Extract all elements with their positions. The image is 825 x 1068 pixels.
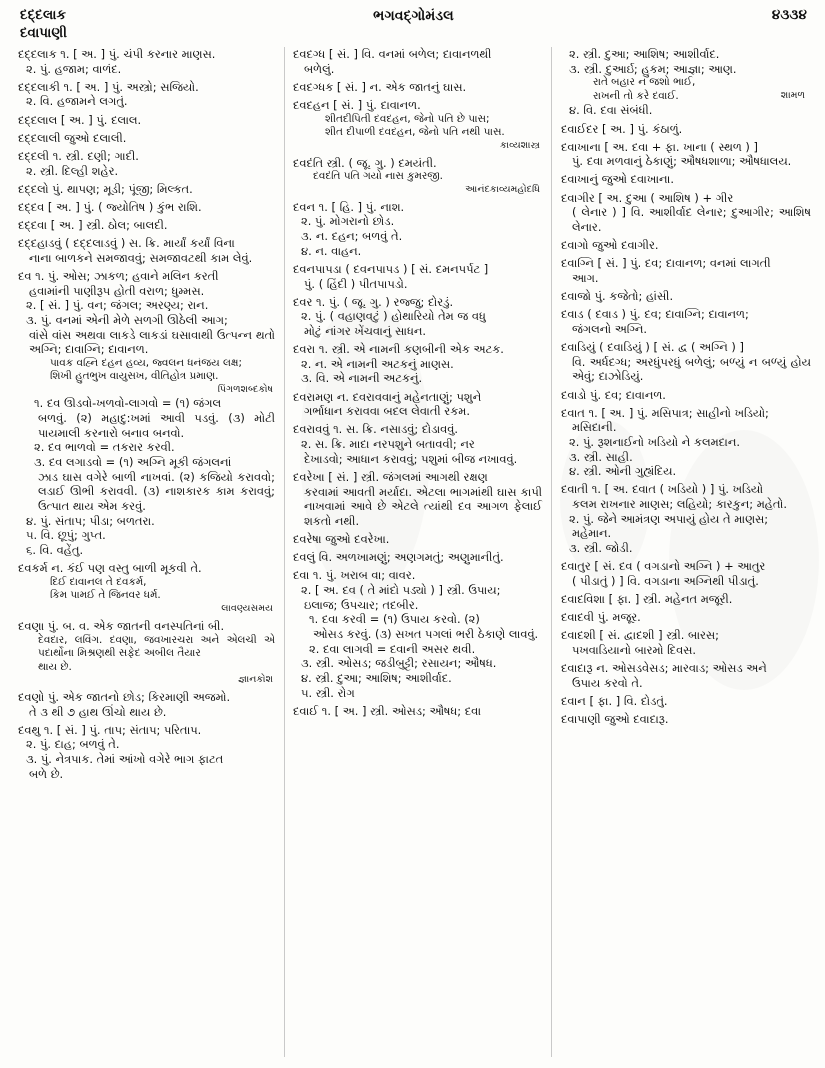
dictionary-entry xyxy=(561,340,811,384)
entry-line: દવાપાણી જુઓ દવાદારૂ. xyxy=(561,712,669,727)
entry-line: ૧. દવ ઊડવો-ખળવો-લાગવો = (૧) જંગલ xyxy=(34,396,222,411)
entry-line: ૪. પું. સંતાપ; પીડા; બળતરા. xyxy=(26,513,155,528)
dictionary-entry xyxy=(293,470,542,529)
entry-line: ૨. પું. મોગરાનો છોડ. xyxy=(301,214,395,229)
entry-line: ૫. વિ. છૂપું; ગુપ્ત. xyxy=(26,528,106,543)
dictionary-entry xyxy=(561,172,811,187)
dictionary-entry xyxy=(561,406,811,479)
entry-line: દવરામણ ન. દવરાવવાનું મહેનતાણું; પશુને xyxy=(293,389,482,404)
entry-line: દવાજો પું. કજેતો; હાંસી. xyxy=(561,289,674,304)
running-head xyxy=(20,8,807,25)
entry-line: દેવદાર, લવિંગ. દવણા, જવખારચરા અને એલચી એ પદાર્થોના મિશ્રણથી સફેદ અબીલ તૈયાર xyxy=(38,633,275,660)
dictionary-entry xyxy=(293,532,542,547)
entry-line: ૨. પું. રૂશનાઈનો ખડિયો ને કલમદાન. xyxy=(569,434,740,449)
entry-line: દવરા ૧. સ્ત્રી. એ નામની કણબીની એક અટક. xyxy=(293,342,504,357)
entry-line: દવાદારૂ ન. ઓસડવેસડ; મારવાડ; ઓસડ અને xyxy=(561,661,767,676)
entry-line: દવણા પું. બ. વ. એક જાતની વનસ્પતિનાં બી. xyxy=(18,618,225,633)
dictionary-entry xyxy=(561,610,811,625)
entry-line: દવણો પું. એક જાતનો છોડ; કિરમાણી અજમો. xyxy=(18,690,231,705)
entry-line: પાવક વહ્નિ દહન હવ્ય, જ્વલન ધનંજય લક્ષ; xyxy=(50,356,242,369)
entry-line: દદ્દલાકી ૧. [ અ. ] પું. અસ્ત્રો; સજિયો. xyxy=(18,79,199,94)
entry-line: મોટું નાંગર ખેંચવાનું સાધન. xyxy=(304,324,426,339)
dictionary-entry xyxy=(293,156,542,197)
dictionary-entry xyxy=(561,388,811,403)
entry-line: મસિદાની. xyxy=(572,420,617,435)
page-catchword: દવાપાણી xyxy=(20,25,67,41)
dictionary-entry xyxy=(293,80,542,95)
entry-line: ૩. દવ લગાડવો = (૧) અગ્નિ મૂકી જંગલનાં xyxy=(34,455,232,470)
entry-line: ૨. સ્ત્રી. દિલ્હી શહેર. xyxy=(26,163,119,178)
dictionary-entry xyxy=(561,307,811,336)
entry-line: ૪. વિ. દવા સંબંધી. xyxy=(569,103,653,118)
dictionary-entry xyxy=(18,80,275,109)
entry-line: હવામાંની પાણીરૂપ હોતી વરાળ; ધુમ્મસ. xyxy=(29,283,205,298)
dictionary-entry xyxy=(18,131,275,146)
entry-line: ૨. પું. દાહ; બળવું તે. xyxy=(26,737,120,752)
dictionary-entry xyxy=(561,628,811,657)
dictionary-entry xyxy=(561,559,811,588)
entry-line: દવાખાના [ અ. દવા + ફા. ખાના ( સ્થળ ) ] xyxy=(561,139,758,154)
entry-line: ૬. વિ. વહેંતુ. xyxy=(26,543,84,558)
entry-line: દવાડ ( દવાડ ) પું. દવ; દાવાગ્નિ; દાવાનળ; xyxy=(561,307,749,322)
entry-line: રાખની તો કરે દવાઈ. શામળ xyxy=(561,90,811,104)
dictionary-entry xyxy=(18,619,275,687)
entry-line: ૪. સ્ત્રી. ઓની ગુહ્યંદિય. xyxy=(569,464,677,479)
entry-line: દવદંતિ પતિ ગયો નાસ કુમરજી. xyxy=(313,170,443,183)
entry-line: મહેમાન. xyxy=(572,526,612,541)
entry-line: કિમ પામઈ તે જિનવર ધર્મ. xyxy=(50,589,161,602)
entry-line: ઇલાજ; ઉપચાર; તદબીર. xyxy=(304,597,419,612)
entry-line: શિખી હુતભુખ વાયુસખ, વીતિહોત્ર પ્રમાણ. xyxy=(50,370,219,383)
entry-line: દવાદવિશા [ ફા. ] સ્ત્રી. મહેનત મજૂરી. xyxy=(561,592,733,607)
entry-line: દદ્દલાક ૧. [ અ. ] પું. ચંપી કરનાર માણસ. xyxy=(18,47,216,61)
entry-line: દવદંતિ સ્ત્રી. ( જૂ. ગુ. ) દમયંતી. xyxy=(293,155,437,170)
entry-line: દવાદવી પું. મજૂર. xyxy=(561,610,641,625)
entry-line: દવનપાપડા ( દવનપાપડ ) [ સં. દમનપર્પટ ] xyxy=(293,261,489,276)
dictionary-entry xyxy=(293,342,542,386)
entry-line: દવકર્મ ન. કંઈ પણ વસ્તુ બાળી મૂકવી તે. xyxy=(18,561,202,576)
dictionary-entry xyxy=(561,482,811,555)
entry-line: ૨. દવ ભાળવો = તકરાર કરવી. xyxy=(34,440,175,455)
entry-line: દવાત ૧. [ અ. ] પું. મસિપાત્ર; સાહીનો ખડિયો; xyxy=(561,405,769,420)
entry-line: કાવ્યશાસ્ત્ર xyxy=(500,139,540,151)
entry-line: ૨. [ અ. દવ ( તે માંદો પડ્યો ) ] સ્ત્રી. ઉપાય; xyxy=(301,583,501,598)
entry-line: ૨. દવા લાગવી = દવાની અસર થવી. xyxy=(309,641,476,656)
entry-line: થાય છે. xyxy=(38,660,72,673)
running-head-book-title: ભગવદ્ગોમંડલ xyxy=(373,8,454,24)
entry-line: દવાખાનું જુઓ દવાખાના. xyxy=(561,172,674,187)
dictionary-entry xyxy=(18,690,275,719)
entry-line: દવરેષા જુઓ દવરેખા. xyxy=(293,532,390,547)
entry-line: ૩. પું. વનમાં એની મેળે સળગી ઊઠેલી આગ; xyxy=(26,313,228,327)
entry-line: દવાગ્નિ [ સં. ] પું. દવ; દાવાનળ; વનમાં લાગતી xyxy=(561,256,771,271)
entry-line: દવર ૧. પું. ( જૂ. ગુ. ) રજ્જુ; દોરડું. xyxy=(293,294,454,309)
dictionary-entry xyxy=(561,289,811,304)
entry-line: ૨. ન. એ નામની અટકનું માણસ. xyxy=(301,356,454,371)
dictionary-entry xyxy=(561,694,811,709)
entry-line: શીતદીપિતી દવદહન, જેનો પતિ છે પાસ; xyxy=(325,112,490,125)
entry-line: ૩. સ્ત્રી. ઓસડ; જડીબુટ્ટી; રસાયન; ઔષધ. xyxy=(301,656,497,671)
entry-line: ૪. ન. વાહન. xyxy=(301,243,362,258)
entry-line: બળવું. (૨) મહાદુ:ખમાં આવી પડવું. (૩) મોટી પાયમાલી કરનારો બનાવ બનવો. xyxy=(38,411,275,440)
entry-line: દિઈ દાવાનલ તે દવકર્મ, xyxy=(50,575,147,588)
entry-line: દવદગ્ધક [ સં. ] ન. એક જાતનું ઘાસ. xyxy=(293,79,467,94)
entry-line: પિંગળશબ્દકોષ xyxy=(217,384,273,395)
entry-line: ૫. સ્ત્રી. રોગ xyxy=(301,685,355,700)
entry-line: ઝાડ ઘાસ વગેરે બાળી નાખવાં. (૨) કજિયો કરાવવો; લડાઈ ઊભી કરાવવી. (૩) નાશકારક કામ કરાવવું; ઉત્પાત થાય એમ કરવું. xyxy=(38,469,275,514)
dictionary-column-3 xyxy=(552,47,811,1057)
dictionary-entry xyxy=(18,200,275,215)
entry-line: વિ. અર્ધદગ્ધ; અરધુંપરધું બળેલું; બળ્યું ન બળ્યું હોય એવું; દાઝોડિયું. xyxy=(572,354,811,384)
dictionary-entry xyxy=(561,238,811,253)
dictionary-entry xyxy=(561,47,811,118)
entry-line: કલમ રાખનાર માણસ; લહિયો; કારકુન; મહેતો. xyxy=(572,497,787,512)
entry-line: દવાડો પું. દવ; દાવાનળ. xyxy=(561,387,666,402)
entry-line: દેખાડવો; આધાન કરાવવું; પશુમાં બીજ નખાવવું. xyxy=(304,451,518,466)
entry-line: ૨. સ્ત્રી. દુઆ; આશિષ; આશીર્વાદ. xyxy=(569,47,720,61)
entry-line: રાતે બહાર ન જશો ભાઈ, xyxy=(593,76,696,89)
entry-line: જંગલનો અગ્નિ. xyxy=(572,321,647,336)
dictionary-entry xyxy=(561,256,811,285)
entry-line: દદ્દવા [ અ. ] સ્ત્રી. ઠોલ; બાલદી. xyxy=(18,218,168,233)
dictionary-entry xyxy=(18,269,275,558)
dictionary-entry xyxy=(18,113,275,128)
column-container xyxy=(18,47,811,1057)
entry-line: પું. દવા મળવાનું ઠેકાણું; ઔષધશાળા; ઔષધાલય. xyxy=(572,154,792,169)
dictionary-entry xyxy=(293,390,542,419)
entry-line: દવાગો જુઓ દવાગીર. xyxy=(561,238,659,253)
dictionary-entry xyxy=(18,723,275,782)
entry-line: આનંદકાવ્યમહોદધિ xyxy=(465,183,540,195)
entry-line: વાંસે વાંસ અથવા લાકડે લાકડાં ઘસાવાથી ઉત્પન્ન થતો અગ્નિ; દાવાગ્નિ; દાવાનળ. xyxy=(29,327,275,357)
dictionary-entry xyxy=(293,200,542,259)
entry-line: દવાઈ ૧. [ અ. ] સ્ત્રી. ઓસડ; ઔષધ; દવા xyxy=(293,703,482,718)
entry-line: ૩. સ્ત્રી. જોડી. xyxy=(569,541,633,556)
entry-line: દવાન [ ફા. ] વિ. દોડતું. xyxy=(561,693,668,708)
entry-line: ૨. સ. ક્રિ. માદા નરપશુને બતાવવી; નર xyxy=(301,437,475,452)
entry-line: ૩. પું. નેત્રપાક. તેમાં આંખો વગેરે ભાગ ફાટત xyxy=(26,752,224,767)
dictionary-entry xyxy=(561,592,811,607)
dictionary-column-2 xyxy=(284,47,552,1057)
entry-line: દવન ૧. [ હિ. ] પું. નાશ. xyxy=(293,199,405,214)
entry-line: દવાગીર [ અ. દુઆ ( આશિષ ) + ગીર xyxy=(561,190,734,205)
dictionary-entry xyxy=(561,140,811,169)
entry-line: દવાદશી [ સં. દ્વાદશી ] સ્ત્રી. બારસ; xyxy=(561,628,720,643)
dictionary-entry xyxy=(293,262,542,291)
dictionary-column-1 xyxy=(18,47,284,1057)
dictionary-entry xyxy=(561,122,811,137)
entry-line: પું. ( હિંદી ) પીતપાપડો. xyxy=(304,276,408,291)
entry-line: ૩. સ્ત્રી. સાહી. xyxy=(569,449,633,464)
entry-line: ૧. દવા કરવી = (૧) ઉપાય કરવો. (૨) xyxy=(309,612,480,627)
entry-line: દવરાવવું ૧. સ. ક્રિ. નસાડવું; દોડાવવું. xyxy=(293,422,459,437)
entry-line: ૪. સ્ત્રી. દુઆ; આશિષ; આશીર્વાદ. xyxy=(301,670,452,685)
entry-line: દવા ૧. પું. ખરાબ વા; વાવર. xyxy=(293,568,416,583)
dictionary-entry xyxy=(18,149,275,178)
entry-line: ૨. પું. જેને આમંત્રણ અપાયું હોય તે માણસ; xyxy=(569,511,769,526)
entry-line: ( પીડાતું ) ] વિ. વગડાના અગ્નિથી પીડાતું. xyxy=(572,573,759,588)
entry-line: દદ્દલાલ [ અ. ] પું. દલાલ. xyxy=(18,112,142,127)
entry-line: દદ્દહાડવું ( દદ્દલાડવું ) સ. ક્રિ. માર્યાં કર્યાં વિના xyxy=(18,236,235,251)
entry-line: ૩. સ્ત્રી. દુઆર્ઇ; હુકમ; આજ્ઞા; આણ. xyxy=(569,61,737,76)
entry-line: ૩. વિ. એ નામની અટકનું. xyxy=(301,371,423,386)
entry-line: દદ્દવ [ અ. ] પું. ( જ્યોતિષ ) કુંભ રાશિ. xyxy=(18,199,202,214)
entry-line: દદ્દલી ૧. સ્ત્રી. દણી; ગાદી. xyxy=(18,148,139,163)
entry-line: દવાડિયું ( દવાડિયું ) [ સં. દ્વ ( અગ્નિ ) ] xyxy=(561,340,744,355)
dictionary-entry xyxy=(293,47,542,76)
dictionary-entry xyxy=(293,704,542,719)
entry-line: ૨. વિ. હજામને લગતું. xyxy=(26,94,128,109)
entry-line: તે ૩ થી ૭ હાથ ઊંચો થાય છે. xyxy=(29,704,167,719)
dictionary-entry xyxy=(18,561,275,615)
entry-line: ગર્ભાધાન કરાવવા બદલ લેવાતી રકમ. xyxy=(304,404,470,419)
running-head-left-catchword: દદ્દલાક xyxy=(20,7,67,23)
entry-line: ૨. પું. ( વહાણવટું ) હોથારિયો તેમ જ વધુ xyxy=(301,309,486,324)
entry-line: ( લેનાર ) ] વિ. આશીર્વાદ લેનાર; દુઆગીર; આશિષ લેનાર. xyxy=(572,205,811,234)
entry-line: ઓસડ કરવું. (૩) સખત પગલાં ભરી ઠેકાણે લાવવું. xyxy=(313,626,539,641)
dictionary-entry xyxy=(18,47,275,76)
entry-line: દવાતી ૧. [ અ. દવાત ( ખડિયો ) ] પું. ખડિયો xyxy=(561,482,764,497)
dictionary-entry xyxy=(18,236,275,265)
entry-line: જ્ઞાનકોશ xyxy=(238,674,273,686)
entry-line: ૨. [ સં. ] પું. વન; જંગલ; અરણ્ય; રાન. xyxy=(26,298,209,313)
page-number: ૪૩૩૪ xyxy=(771,7,807,23)
entry-line: બળે છે. xyxy=(29,766,64,781)
entry-line: કરવામાં આવતી મર્યાદા. એટલા ભાગમાંથી ઘાસ કાપી નાખવામાં આવે છે એટલે ત્યાંથી દવ આગળ ફેલાઈ શકતો નથી. xyxy=(304,484,542,528)
entry-line: દવાતુર [ સં. દવ ( વગડાનો અગ્નિ ) + આતુર xyxy=(561,559,766,574)
entry-line: ઉપાય કરવો તે. xyxy=(572,675,643,690)
entry-line: દવ ૧. પું. ઓસ; ઝાકળ; હવાને મલિન કરતી xyxy=(18,269,219,284)
entry-line: દવદગ્ધ [ સં. ] વિ. વનમાં બળેલ; દાવાનળથી xyxy=(293,47,492,61)
entry-line: ૩. ન. દહન; બળવું તે. xyxy=(301,229,403,244)
entry-line: દવલું વિ. અળખામણું; અણગમતું; અણુમાનીતું. xyxy=(293,550,504,565)
dictionary-entry xyxy=(18,218,275,233)
entry-line: ૨. પું. હજામ; વાળંદ. xyxy=(26,61,122,76)
entry-line: દવદહન [ સં. ] પું. દાવાનળ. xyxy=(293,97,421,112)
entry-line: દદ્દલાલી જુઓ દલાલી. xyxy=(18,130,127,145)
dictionary-entry xyxy=(18,182,275,197)
dictionary-entry xyxy=(293,422,542,466)
entry-line: દવરેખા [ સં. ] સ્ત્રી. જંગલમાં આગથી રક્ષણ xyxy=(293,469,488,484)
entry-line: દવથુ ૧. [ સં. ] પું. તાપ; સંતાપ; પરિતાપ. xyxy=(18,722,202,737)
entry-line: બળેલું. xyxy=(304,61,335,76)
dictionary-entry xyxy=(561,661,811,690)
entry-line: આગ. xyxy=(572,270,599,285)
entry-line: દદ્દલો પું. થાપણ; મૂડી; પૂંજી; મિલ્કત. xyxy=(18,181,193,196)
entry-line: પખવાડિયાનો બારમો દિવસ. xyxy=(572,643,697,657)
entry-line: શીત દીપાળી દવદહન, જેનો પતિ નથી પાસ. xyxy=(325,126,505,139)
entry-line: લાવણ્યસમય xyxy=(221,602,273,614)
entry-line: નાના બાળકને સમજાવવું; સમજાવટથી કામ લેવું. xyxy=(29,250,253,265)
verse-attribution: શામળ xyxy=(780,89,805,101)
dictionary-entry xyxy=(561,712,811,727)
dictionary-entry xyxy=(293,295,542,339)
dictionary-entry xyxy=(561,191,811,235)
dictionary-entry xyxy=(293,550,542,565)
dictionary-entry xyxy=(293,568,542,700)
entry-line: દવાઈદર [ અ. ] પું. કંઠાળું. xyxy=(561,121,683,136)
dictionary-entry xyxy=(293,98,542,152)
